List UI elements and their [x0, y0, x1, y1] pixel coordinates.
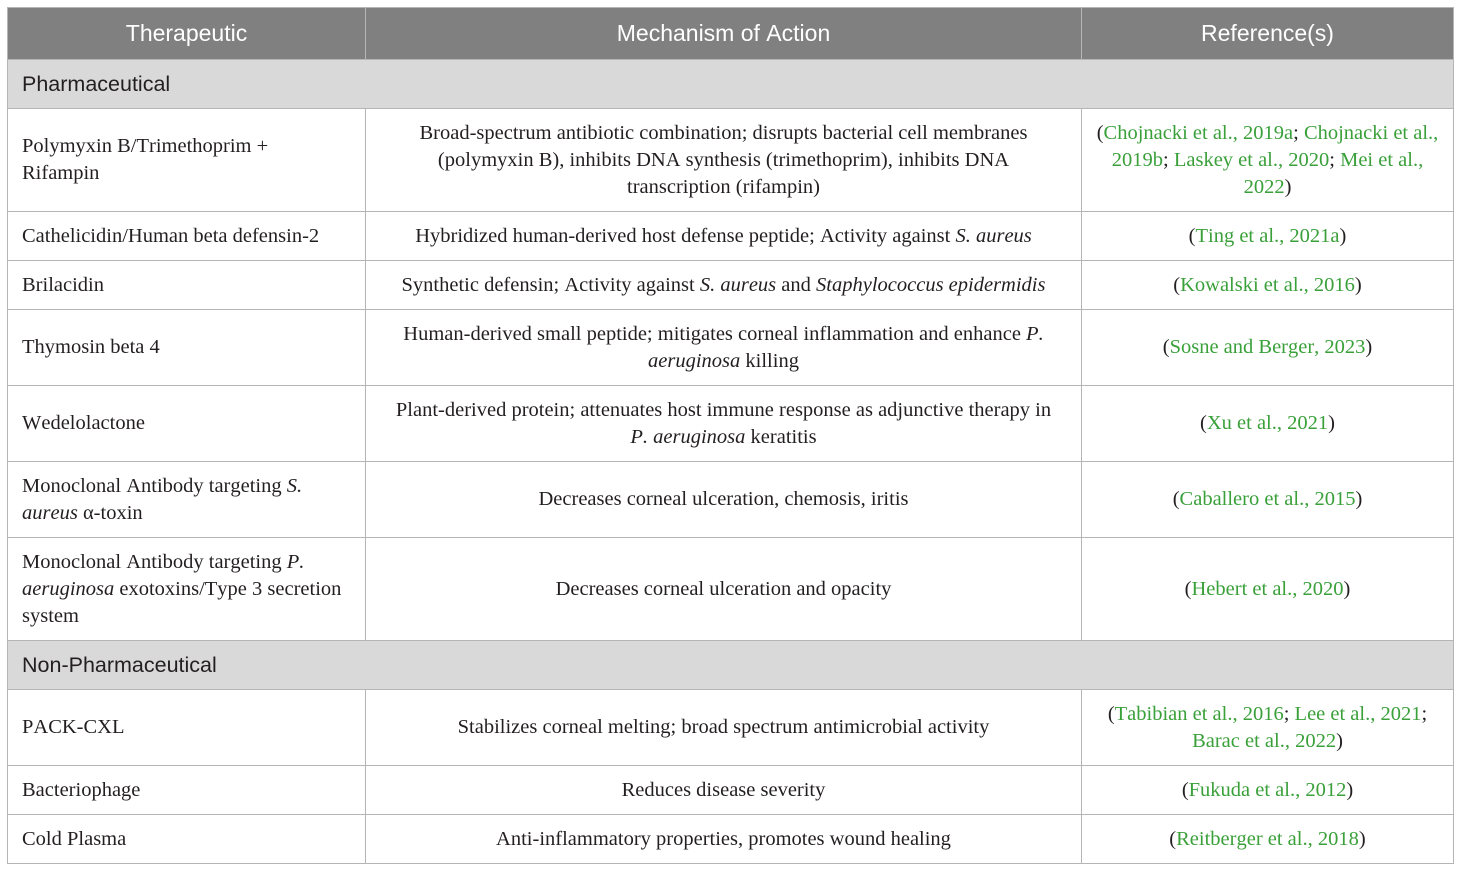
therapeutic-cell [8, 815, 366, 864]
text-segment: Broad-spectrum antibiotic combination; disrupts bacterial cell membranes (polymyxin B), inhibits DNA synthesis (trimethoprim), inhibits DNA transcription (rifampin) [419, 121, 1028, 198]
citation-link[interactable]: Xu et al., 2021 [1206, 412, 1329, 434]
section-row [8, 60, 1454, 109]
text-segment: keratitis [745, 425, 817, 448]
text-segment: Plant-derived protein; attenuates host immune response as adjunctive therapy in [395, 398, 1052, 421]
italic-organism-name: P. aeruginosa [22, 550, 305, 600]
citation-open-paren: ( [1169, 827, 1177, 850]
citation-close-paren: ) [1328, 412, 1335, 434]
mechanism-cell [366, 690, 1082, 766]
references-cell [1082, 109, 1454, 212]
table-body [8, 60, 1454, 864]
citation-close-paren: ) [1358, 827, 1366, 850]
section-row [8, 641, 1454, 690]
mechanism-cell [366, 462, 1082, 538]
table-row [8, 386, 1454, 462]
text-segment: Synthetic defensin; Activity against [401, 273, 700, 296]
therapeutic-cell [8, 109, 366, 212]
text-segment: Reduces disease severity [621, 778, 826, 801]
text-segment: Anti-inflammatory properties, promotes wound healing [496, 827, 951, 850]
references-cell [1082, 261, 1454, 310]
citation-link[interactable]: Sosne and Berger, 2023 [1169, 336, 1366, 358]
table-row [8, 462, 1454, 538]
table-row [8, 538, 1454, 641]
mechanism-cell [366, 386, 1082, 462]
mechanism-cell [366, 212, 1082, 261]
text-segment: Bacteriophage [22, 778, 141, 801]
references-cell [1082, 212, 1454, 261]
citation-link[interactable]: Kowalski et al., 2016 [1180, 273, 1355, 296]
italic-organism-name: S. aureus [955, 224, 1032, 247]
citation-open-paren: ( [1200, 412, 1207, 434]
mechanism-cell [366, 538, 1082, 641]
text-segment: PACK-CXL [22, 716, 125, 738]
table-row [8, 815, 1454, 864]
mechanism-cell [366, 815, 1082, 864]
mechanism-cell [366, 261, 1082, 310]
text-segment: Decreases corneal ulceration, chemosis, iritis [538, 488, 909, 510]
text-segment: Polymyxin B/Trimethoprim + Rifampin [22, 135, 269, 184]
mechanism-cell [366, 766, 1082, 815]
citation-open-paren: ( [1181, 778, 1189, 801]
table-row [8, 109, 1454, 212]
text-segment: Thymosin beta 4 [22, 336, 160, 358]
therapeutic-cell [8, 766, 366, 815]
text-segment: exotoxins/Type 3 secretion system [22, 577, 342, 627]
therapeutics-table [7, 7, 1454, 864]
citation-separator: ; [1421, 702, 1428, 725]
citation-close-paren: ) [1339, 224, 1347, 247]
citation-separator: ; [1329, 148, 1341, 171]
references-cell [1082, 310, 1454, 386]
citation-link[interactable]: Mei et al., 2022 [1243, 148, 1424, 198]
citation-open-paren: ( [1173, 273, 1181, 296]
therapeutic-cell [8, 462, 366, 538]
citation-open-paren: ( [1184, 577, 1192, 600]
text-segment: Cold Plasma [22, 827, 127, 850]
header-row [8, 8, 1454, 60]
citation-open-paren: ( [1162, 336, 1170, 358]
therapeutic-cell [8, 261, 366, 310]
citation-close-paren: ) [1365, 336, 1373, 358]
references-cell [1082, 538, 1454, 641]
table-row [8, 212, 1454, 261]
citation-open-paren: ( [1172, 488, 1180, 510]
citation-close-paren: ) [1284, 175, 1292, 198]
therapeutic-cell [8, 386, 366, 462]
column-header-references: Reference(s) [1082, 8, 1454, 60]
citation-link[interactable]: Tabibian et al., 2016 [1114, 702, 1284, 725]
citation-close-paren: ) [1346, 778, 1354, 801]
references-cell [1082, 766, 1454, 815]
text-segment: Monoclonal Antibody targeting [22, 474, 287, 497]
section-title: Non-Pharmaceutical [8, 641, 1454, 690]
citation-link[interactable]: Chojnacki et al., 2019a [1103, 121, 1294, 144]
citation-close-paren: ) [1355, 488, 1363, 510]
references-cell [1082, 690, 1454, 766]
italic-organism-name: S. aureus [22, 474, 303, 524]
citation-link[interactable]: Lee et al., 2021 [1294, 702, 1422, 725]
table-header [8, 8, 1454, 60]
text-segment: Wedelolactone [22, 412, 145, 434]
text-segment: Monoclonal Antibody targeting [22, 550, 287, 573]
references-cell [1082, 815, 1454, 864]
citation-close-paren: ) [1336, 729, 1343, 752]
text-segment: killing [740, 349, 799, 372]
citation-link[interactable]: Ting et al., 2021a [1195, 224, 1340, 247]
mechanism-cell [366, 109, 1082, 212]
citation-link[interactable]: Laskey et al., 2020 [1173, 148, 1330, 171]
citation-close-paren: ) [1354, 273, 1362, 296]
italic-organism-name: P. aeruginosa [630, 425, 746, 448]
table-row [8, 310, 1454, 386]
text-segment: Hybridized human-derived host defense peptide; Activity against [415, 224, 956, 247]
citation-link[interactable]: Barac et al., 2022 [1192, 729, 1337, 752]
text-segment: Brilacidin [22, 273, 104, 296]
references-cell [1082, 386, 1454, 462]
column-header-mechanism: Mechanism of Action [366, 8, 1082, 60]
citation-separator: ; [1293, 121, 1304, 144]
citation-open-paren: ( [1188, 224, 1196, 247]
italic-organism-name: P. aeruginosa [648, 322, 1044, 372]
citation-link[interactable]: Chojnacki et al., 2019b [1111, 121, 1439, 171]
table-row [8, 690, 1454, 766]
mechanism-cell [366, 310, 1082, 386]
citation-link[interactable]: Hebert et al., 2020 [1191, 577, 1344, 600]
citation-open-paren: ( [1096, 121, 1104, 144]
text-segment: Human-derived small peptide; mitigates corneal inflammation and enhance [403, 322, 1027, 345]
citation-link[interactable]: Reitberger et al., 2018 [1176, 827, 1359, 850]
citation-open-paren: ( [1107, 702, 1115, 725]
text-segment: Stabilizes corneal melting; broad spectrum antimicrobial activity [457, 716, 990, 738]
therapeutic-cell [8, 538, 366, 641]
text-segment: Decreases corneal ulceration and opacity [555, 577, 892, 600]
therapeutic-cell [8, 310, 366, 386]
italic-organism-name: Staphylococcus epidermidis [816, 273, 1046, 296]
citation-separator: ; [1283, 702, 1295, 725]
citation-separator: ; [1163, 148, 1174, 171]
therapeutic-cell [8, 212, 366, 261]
references-cell [1082, 462, 1454, 538]
citation-link[interactable]: Fukuda et al., 2012 [1188, 778, 1347, 801]
therapeutic-cell [8, 690, 366, 766]
table-row [8, 261, 1454, 310]
text-segment: Cathelicidin/Human beta defensin-2 [22, 224, 320, 247]
text-segment: and [776, 273, 817, 296]
column-header-therapeutic: Therapeutic [8, 8, 366, 60]
text-segment: α-toxin [77, 501, 143, 524]
section-title: Pharmaceutical [8, 60, 1454, 109]
citation-link[interactable]: Caballero et al., 2015 [1179, 488, 1356, 510]
table-row [8, 766, 1454, 815]
citation-close-paren: ) [1343, 577, 1351, 600]
italic-organism-name: S. aureus [699, 273, 777, 296]
